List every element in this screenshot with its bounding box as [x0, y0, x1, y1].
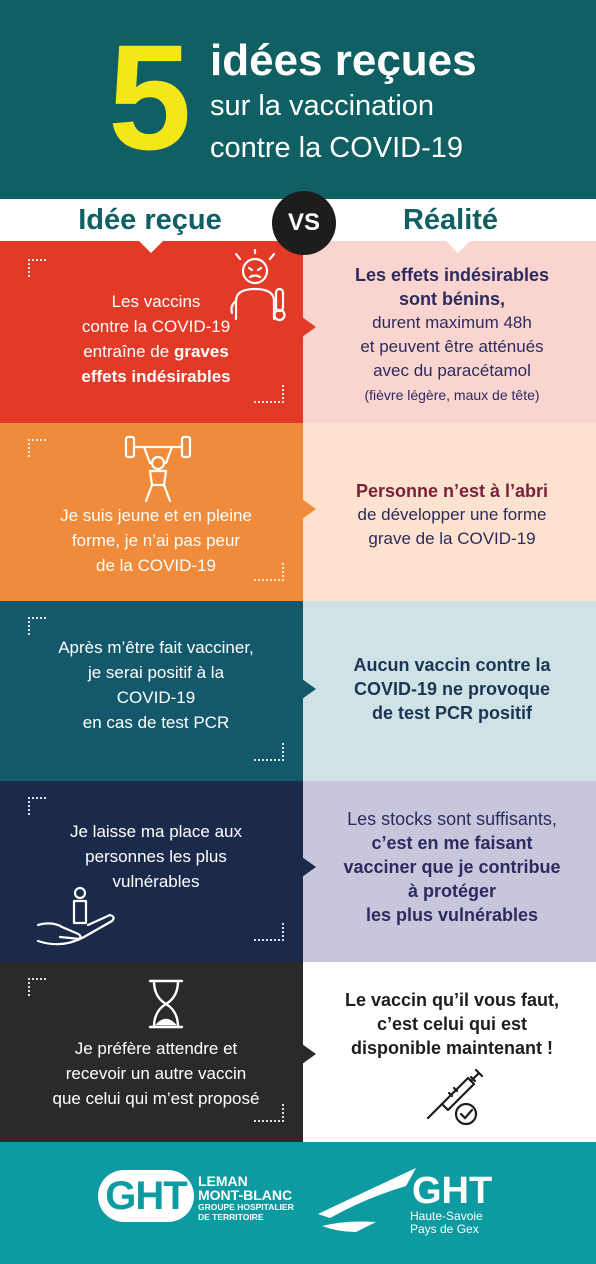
logo-text: MONT-BLANC [198, 1187, 293, 1203]
myth-line: de la COVID-19 [96, 556, 216, 575]
myth-line: Je préfère attendre et [74, 1039, 238, 1058]
reality-line: avec du paracétamol [373, 361, 531, 380]
myth-line: vulnérables [112, 872, 200, 891]
reality-text [318, 807, 586, 927]
header-subtitle-line2: contre la COVID-19 [210, 132, 464, 164]
myth-reality-row-1 [0, 241, 596, 423]
myth-line: Je suis jeune et en pleine [60, 506, 252, 525]
myth-text [20, 1036, 292, 1111]
reality-emphasis: Le vaccin qu’il vous faut, [344, 990, 560, 1010]
myth-line: Je laisse ma place aux [70, 822, 242, 841]
dotted-corner [28, 797, 46, 815]
myth-line: que celui qui m’est proposé [52, 1089, 260, 1108]
footer-bar [0, 1142, 596, 1264]
row-arrow [302, 679, 316, 699]
logo-text: GROUPE HOSPITALIER [198, 1202, 294, 1212]
column-title-reality: Réalité [402, 204, 499, 236]
reality-line: grave de la COVID-19 [368, 529, 536, 548]
myth-text [20, 503, 292, 578]
myth-text [20, 289, 292, 389]
reality-emphasis: les plus vulnérables [365, 905, 539, 925]
row-arrow [302, 857, 316, 877]
myth-line: forme, je n’ai pas peur [71, 531, 241, 550]
row-arrow [302, 317, 316, 337]
syringe-check-icon [424, 1066, 486, 1128]
header-title: idées reçues [210, 36, 477, 85]
reality-emphasis: disponible maintenant ! [350, 1038, 553, 1058]
logo-text: DE TERRITOIRE [198, 1212, 264, 1222]
myth-line [20, 339, 292, 364]
header-subtitle-line1: sur la vaccination [210, 90, 435, 122]
reality-text [318, 988, 586, 1060]
ght-haute-savoie-logo: GHT [412, 1170, 493, 1212]
reality-emphasis: Personne n’est à l’abri [355, 481, 549, 501]
ght-leman-mont-blanc-name [198, 1174, 294, 1222]
reality-emphasis: Les effets indésirables [354, 265, 550, 285]
logo-text: LEMAN [198, 1173, 248, 1189]
reality-column-pointer [446, 241, 470, 253]
myth-reality-row-5 [0, 962, 596, 1142]
dotted-corner [254, 743, 284, 761]
reality-emphasis: à protéger [407, 881, 497, 901]
dotted-corner [28, 259, 46, 277]
reality-text [318, 653, 586, 725]
header-number: 5 [108, 13, 192, 181]
myth-text [20, 635, 292, 735]
myth-line: Après m’être fait vacciner, [58, 638, 254, 657]
myth-line: en cas de test PCR [82, 713, 230, 732]
myth-line: je serai positif à la [87, 663, 225, 682]
myth-emphasis: graves [173, 342, 229, 361]
myth-reality-row-3 [0, 601, 596, 781]
ght-leman-mont-blanc-logo: GHT [98, 1170, 194, 1222]
myth-reality-row-4 [0, 781, 596, 962]
hand-holding-person-icon [36, 885, 116, 949]
reality-text [318, 263, 586, 407]
logo-text: Haute-Savoie [410, 1209, 483, 1223]
hourglass-icon [146, 978, 186, 1030]
reality-emphasis: c’est celui qui est [376, 1014, 528, 1034]
reality-line: de développer une forme [357, 505, 547, 524]
column-title-myth: Idée reçue [78, 204, 222, 236]
myth-line: COVID-19 [116, 688, 196, 707]
reality-note: (fièvre légère, maux de tête) [364, 387, 540, 403]
dotted-corner [254, 923, 284, 941]
myth-column-pointer [139, 241, 163, 253]
reality-line: et peuvent être atténués [360, 337, 544, 356]
row-arrow [302, 499, 316, 519]
myth-line: personnes les plus [85, 847, 227, 866]
logo-text: Pays de Gex [410, 1222, 479, 1236]
myth-line: Les vaccins [111, 292, 201, 311]
weightlifter-icon [124, 433, 192, 503]
reality-line: Les stocks sont suffisants, [347, 809, 557, 829]
reality-emphasis: COVID-19 ne provoque [353, 679, 551, 699]
mountain-swoosh-icon [316, 1166, 416, 1236]
reality-line: durent maximum 48h [372, 313, 532, 332]
vs-badge: VS [272, 191, 336, 255]
myth-line: recevoir un autre vaccin [65, 1064, 247, 1083]
myth-text [20, 819, 292, 894]
myth-line: contre la COVID-19 [81, 317, 231, 336]
dotted-corner [28, 978, 46, 996]
reality-emphasis: Aucun vaccin contre la [353, 655, 551, 675]
myth-emphasis: effets indésirables [81, 367, 231, 386]
dotted-corner [28, 617, 46, 635]
myth-line-part: entraîne de [83, 342, 174, 361]
myth-reality-row-2 [0, 423, 596, 601]
reality-text [318, 479, 586, 551]
dotted-corner [28, 439, 46, 457]
ght-haute-savoie-name [410, 1210, 483, 1236]
reality-emphasis: vacciner que je contribue [343, 857, 561, 877]
row-arrow [302, 1044, 316, 1064]
reality-emphasis: de test PCR positif [371, 703, 532, 723]
reality-emphasis: c’est en me faisant [371, 833, 533, 853]
reality-emphasis: sont bénins, [398, 289, 505, 309]
